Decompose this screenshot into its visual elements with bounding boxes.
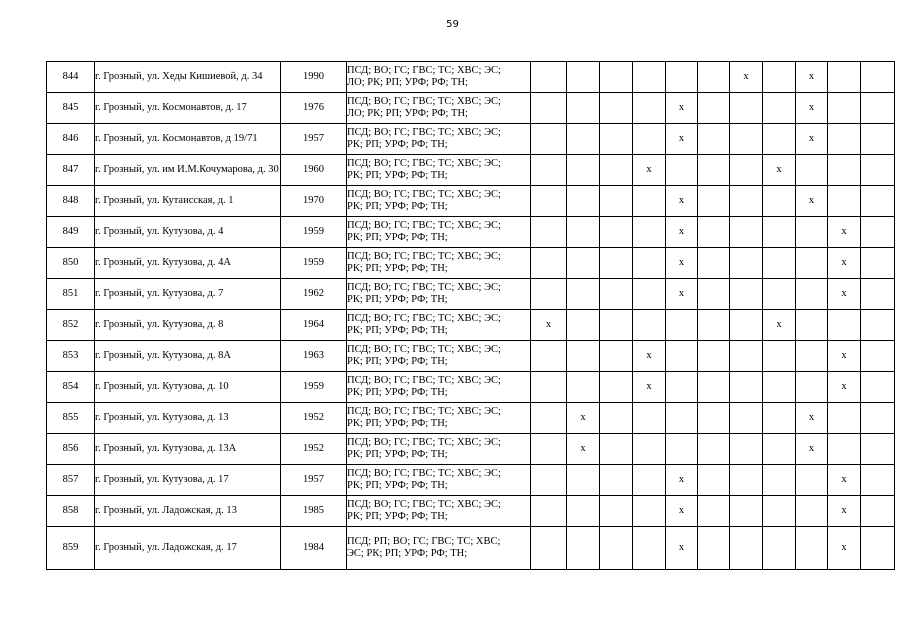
- systems-cell: [347, 248, 531, 279]
- mark-cell: [730, 527, 763, 570]
- systems-cell: [347, 403, 531, 434]
- mark-cell: х: [796, 124, 828, 155]
- systems-cell: [347, 310, 531, 341]
- systems-line: ЛО; РК; РП; УРФ; РФ; ТН;: [347, 108, 468, 119]
- mark-cell: х: [633, 372, 666, 403]
- mark-cell: х: [730, 62, 763, 93]
- systems-line: ЛО; РК; РП; УРФ; РФ; ТН;: [347, 77, 468, 88]
- address-cell: г. Грозный, ул. Ладожская, д. 13: [95, 496, 281, 527]
- mark-cell: [698, 310, 730, 341]
- mark-cell: [698, 248, 730, 279]
- mark-cell: [861, 310, 895, 341]
- row-number: 847: [47, 155, 95, 186]
- mark-cell: [730, 341, 763, 372]
- mark-cell: х: [828, 465, 861, 496]
- mark-cell: [600, 155, 633, 186]
- mark-cell: [828, 124, 861, 155]
- mark-cell: [763, 186, 796, 217]
- mark-cell: [531, 186, 567, 217]
- mark-cell: [730, 496, 763, 527]
- table-row: [47, 310, 895, 341]
- mark-cell: [633, 496, 666, 527]
- row-number: 854: [47, 372, 95, 403]
- mark-cell: [600, 310, 633, 341]
- mark-cell: х: [666, 93, 698, 124]
- mark-cell: [531, 403, 567, 434]
- systems-line: ЭС; РК; РП; УРФ; РФ; ТН;: [347, 548, 468, 559]
- mark-cell: [666, 372, 698, 403]
- systems-cell: [347, 217, 531, 248]
- systems-line: РК; РП; УРФ; РФ; ТН;: [347, 387, 448, 398]
- mark-cell: [531, 527, 567, 570]
- year-cell: 1964: [281, 310, 347, 341]
- mark-cell: [828, 434, 861, 465]
- year-cell: 1984: [281, 527, 347, 570]
- year-cell: 1963: [281, 341, 347, 372]
- address-cell: г. Грозный, ул. Космонавтов, д. 17: [95, 93, 281, 124]
- systems-cell: [347, 186, 531, 217]
- mark-cell: х: [666, 124, 698, 155]
- mark-cell: [763, 527, 796, 570]
- mark-cell: х: [763, 310, 796, 341]
- mark-cell: [600, 217, 633, 248]
- year-cell: 1959: [281, 372, 347, 403]
- year-cell: 1959: [281, 217, 347, 248]
- mark-cell: [730, 310, 763, 341]
- mark-cell: [567, 62, 600, 93]
- systems-cell: [347, 527, 531, 570]
- mark-cell: [531, 248, 567, 279]
- mark-cell: [861, 62, 895, 93]
- mark-cell: х: [796, 186, 828, 217]
- mark-cell: х: [666, 248, 698, 279]
- row-number: 857: [47, 465, 95, 496]
- mark-cell: [796, 372, 828, 403]
- systems-line: РК; РП; УРФ; РФ; ТН;: [347, 511, 448, 522]
- systems-line: РК; РП; УРФ; РФ; ТН;: [347, 201, 448, 212]
- mark-cell: [861, 465, 895, 496]
- mark-cell: [763, 62, 796, 93]
- mark-cell: [567, 527, 600, 570]
- mark-cell: [531, 124, 567, 155]
- mark-cell: [763, 93, 796, 124]
- year-cell: 1957: [281, 465, 347, 496]
- systems-line: ПСД; ВО; ГС; ГВС; ТС; ХВС; ЭС;: [347, 220, 501, 231]
- row-number: 848: [47, 186, 95, 217]
- mark-cell: [531, 93, 567, 124]
- table-row: [47, 155, 895, 186]
- mark-cell: х: [828, 217, 861, 248]
- systems-line: РК; РП; УРФ; РФ; ТН;: [347, 263, 448, 274]
- mark-cell: [763, 124, 796, 155]
- mark-cell: [567, 186, 600, 217]
- mark-cell: [600, 496, 633, 527]
- mark-cell: [600, 341, 633, 372]
- mark-cell: [698, 62, 730, 93]
- mark-cell: [730, 124, 763, 155]
- mark-cell: [633, 217, 666, 248]
- mark-cell: [796, 248, 828, 279]
- mark-cell: [698, 372, 730, 403]
- year-cell: 1990: [281, 62, 347, 93]
- mark-cell: [796, 527, 828, 570]
- systems-line: РК; РП; УРФ; РФ; ТН;: [347, 294, 448, 305]
- year-cell: 1952: [281, 434, 347, 465]
- mark-cell: х: [828, 527, 861, 570]
- year-cell: 1976: [281, 93, 347, 124]
- mark-cell: [531, 155, 567, 186]
- mark-cell: [666, 310, 698, 341]
- systems-line: ПСД; ВО; ГС; ГВС; ТС; ХВС; ЭС;: [347, 65, 501, 76]
- mark-cell: [796, 310, 828, 341]
- year-cell: 1970: [281, 186, 347, 217]
- row-number: 855: [47, 403, 95, 434]
- mark-cell: х: [531, 310, 567, 341]
- mark-cell: х: [796, 434, 828, 465]
- mark-cell: х: [828, 372, 861, 403]
- year-cell: 1957: [281, 124, 347, 155]
- mark-cell: [666, 62, 698, 93]
- mark-cell: [796, 279, 828, 310]
- year-cell: 1960: [281, 155, 347, 186]
- table-row: [47, 372, 895, 403]
- mark-cell: [531, 372, 567, 403]
- systems-cell: [347, 124, 531, 155]
- year-cell: 1985: [281, 496, 347, 527]
- mark-cell: [861, 527, 895, 570]
- address-cell: г. Грозный, ул. Кутузова, д. 13: [95, 403, 281, 434]
- systems-line: РК; РП; УРФ; РФ; ТН;: [347, 480, 448, 491]
- systems-line: РК; РП; УРФ; РФ; ТН;: [347, 325, 448, 336]
- mark-cell: [633, 93, 666, 124]
- mark-cell: [698, 186, 730, 217]
- mark-cell: х: [828, 279, 861, 310]
- mark-cell: х: [633, 155, 666, 186]
- mark-cell: [698, 93, 730, 124]
- mark-cell: [567, 124, 600, 155]
- systems-line: ПСД; ВО; ГС; ГВС; ТС; ХВС; ЭС;: [347, 127, 501, 138]
- mark-cell: х: [828, 496, 861, 527]
- row-number: 853: [47, 341, 95, 372]
- systems-line: РК; РП; УРФ; РФ; ТН;: [347, 232, 448, 243]
- row-number: 859: [47, 527, 95, 570]
- year-cell: 1959: [281, 248, 347, 279]
- address-cell: г. Грозный, ул. Кутузова, д. 7: [95, 279, 281, 310]
- mark-cell: х: [666, 217, 698, 248]
- systems-line: ПСД; ВО; ГС; ГВС; ТС; ХВС; ЭС;: [347, 437, 501, 448]
- mark-cell: [730, 186, 763, 217]
- mark-cell: [698, 434, 730, 465]
- mark-cell: [796, 155, 828, 186]
- mark-cell: [666, 155, 698, 186]
- row-number: 852: [47, 310, 95, 341]
- mark-cell: [600, 62, 633, 93]
- mark-cell: [567, 248, 600, 279]
- mark-cell: [730, 155, 763, 186]
- mark-cell: [763, 279, 796, 310]
- mark-cell: [600, 124, 633, 155]
- mark-cell: х: [828, 341, 861, 372]
- mark-cell: [600, 248, 633, 279]
- mark-cell: [531, 62, 567, 93]
- mark-cell: [730, 217, 763, 248]
- address-cell: г. Грозный, ул. Кутузова, д. 4: [95, 217, 281, 248]
- table-row: [47, 465, 895, 496]
- address-cell: г. Грозный, ул. Кутузова, д. 8: [95, 310, 281, 341]
- mark-cell: [763, 434, 796, 465]
- address-cell: г. Грозный, ул. Космонавтов, д 19/71: [95, 124, 281, 155]
- mark-cell: х: [666, 465, 698, 496]
- mark-cell: [730, 248, 763, 279]
- mark-cell: [633, 310, 666, 341]
- mark-cell: [861, 124, 895, 155]
- mark-cell: [567, 279, 600, 310]
- table-row: [47, 341, 895, 372]
- systems-line: ПСД; ВО; ГС; ГВС; ТС; ХВС; ЭС;: [347, 344, 501, 355]
- mark-cell: [861, 372, 895, 403]
- mark-cell: [698, 465, 730, 496]
- mark-cell: х: [763, 155, 796, 186]
- mark-cell: [861, 403, 895, 434]
- mark-cell: х: [796, 403, 828, 434]
- address-cell: г. Грозный, ул. им И.М.Кочумарова, д. 30: [95, 155, 281, 186]
- mark-cell: [633, 403, 666, 434]
- row-number: 846: [47, 124, 95, 155]
- mark-cell: [861, 186, 895, 217]
- systems-cell: [347, 279, 531, 310]
- mark-cell: [861, 248, 895, 279]
- mark-cell: [600, 372, 633, 403]
- mark-cell: [633, 62, 666, 93]
- mark-cell: х: [633, 341, 666, 372]
- systems-line: ПСД; ВО; ГС; ГВС; ТС; ХВС; ЭС;: [347, 189, 501, 200]
- table-row: [47, 186, 895, 217]
- systems-line: ПСД; РП; ВО; ГС; ГВС; ТС; ХВС;: [347, 536, 501, 547]
- mark-cell: [600, 279, 633, 310]
- mark-cell: [763, 341, 796, 372]
- mark-cell: [763, 372, 796, 403]
- mark-cell: [698, 155, 730, 186]
- mark-cell: х: [666, 186, 698, 217]
- mark-cell: [861, 496, 895, 527]
- row-number: 845: [47, 93, 95, 124]
- mark-cell: [763, 403, 796, 434]
- mark-cell: х: [796, 62, 828, 93]
- mark-cell: [861, 341, 895, 372]
- mark-cell: [796, 496, 828, 527]
- mark-cell: [567, 217, 600, 248]
- mark-cell: [698, 279, 730, 310]
- table-row: [47, 527, 895, 570]
- mark-cell: [633, 465, 666, 496]
- mark-cell: [796, 465, 828, 496]
- mark-cell: [567, 341, 600, 372]
- mark-cell: [531, 217, 567, 248]
- row-number: 851: [47, 279, 95, 310]
- row-number: 856: [47, 434, 95, 465]
- row-number: 849: [47, 217, 95, 248]
- mark-cell: [531, 496, 567, 527]
- housing-register-table: [46, 61, 895, 570]
- mark-cell: [861, 279, 895, 310]
- mark-cell: [730, 434, 763, 465]
- systems-cell: [347, 496, 531, 527]
- mark-cell: [698, 341, 730, 372]
- mark-cell: [600, 465, 633, 496]
- address-cell: г. Грозный, ул. Кутузова, д. 17: [95, 465, 281, 496]
- mark-cell: [567, 496, 600, 527]
- mark-cell: [633, 186, 666, 217]
- mark-cell: [633, 124, 666, 155]
- row-number: 844: [47, 62, 95, 93]
- page-number: 59: [446, 19, 459, 30]
- systems-cell: [347, 62, 531, 93]
- mark-cell: [730, 372, 763, 403]
- systems-line: ПСД; ВО; ГС; ГВС; ТС; ХВС; ЭС;: [347, 499, 501, 510]
- table-row: [47, 403, 895, 434]
- mark-cell: [828, 155, 861, 186]
- mark-cell: х: [567, 403, 600, 434]
- row-number: 850: [47, 248, 95, 279]
- mark-cell: х: [666, 527, 698, 570]
- systems-line: РК; РП; УРФ; РФ; ТН;: [347, 170, 448, 181]
- mark-cell: [567, 93, 600, 124]
- address-cell: г. Грозный, ул. Ладожская, д. 17: [95, 527, 281, 570]
- mark-cell: [861, 434, 895, 465]
- systems-line: ПСД; ВО; ГС; ГВС; ТС; ХВС; ЭС;: [347, 251, 501, 262]
- mark-cell: [633, 279, 666, 310]
- address-cell: г. Грозный, ул. Кутузова, д. 13А: [95, 434, 281, 465]
- systems-cell: [347, 434, 531, 465]
- year-cell: 1962: [281, 279, 347, 310]
- table-row: [47, 124, 895, 155]
- mark-cell: [698, 527, 730, 570]
- mark-cell: [828, 186, 861, 217]
- mark-cell: [796, 217, 828, 248]
- systems-cell: [347, 93, 531, 124]
- address-cell: г. Грозный, ул. Кутузова, д. 4А: [95, 248, 281, 279]
- systems-cell: [347, 372, 531, 403]
- mark-cell: х: [828, 248, 861, 279]
- table-body: [47, 62, 895, 570]
- table-row: [47, 434, 895, 465]
- mark-cell: [828, 310, 861, 341]
- systems-line: РК; РП; УРФ; РФ; ТН;: [347, 418, 448, 429]
- systems-line: ПСД; ВО; ГС; ГВС; ТС; ХВС; ЭС;: [347, 158, 501, 169]
- table-row: [47, 217, 895, 248]
- table-row: [47, 93, 895, 124]
- systems-line: РК; РП; УРФ; РФ; ТН;: [347, 449, 448, 460]
- table-row: [47, 279, 895, 310]
- mark-cell: [633, 248, 666, 279]
- mark-cell: [861, 155, 895, 186]
- mark-cell: [828, 62, 861, 93]
- mark-cell: [730, 93, 763, 124]
- mark-cell: [730, 403, 763, 434]
- mark-cell: [666, 434, 698, 465]
- mark-cell: [730, 279, 763, 310]
- mark-cell: [828, 93, 861, 124]
- mark-cell: [531, 279, 567, 310]
- mark-cell: х: [666, 496, 698, 527]
- mark-cell: [828, 403, 861, 434]
- mark-cell: [600, 434, 633, 465]
- year-cell: 1952: [281, 403, 347, 434]
- mark-cell: [730, 465, 763, 496]
- systems-line: ПСД; ВО; ГС; ГВС; ТС; ХВС; ЭС;: [347, 375, 501, 386]
- mark-cell: х: [796, 93, 828, 124]
- systems-line: РК; РП; УРФ; РФ; ТН;: [347, 139, 448, 150]
- mark-cell: [861, 217, 895, 248]
- mark-cell: [567, 155, 600, 186]
- mark-cell: [600, 403, 633, 434]
- mark-cell: [666, 403, 698, 434]
- mark-cell: [796, 341, 828, 372]
- mark-cell: х: [666, 279, 698, 310]
- systems-cell: [347, 341, 531, 372]
- mark-cell: [861, 93, 895, 124]
- mark-cell: [600, 93, 633, 124]
- mark-cell: [698, 124, 730, 155]
- mark-cell: х: [567, 434, 600, 465]
- mark-cell: [531, 465, 567, 496]
- mark-cell: [531, 341, 567, 372]
- mark-cell: [763, 496, 796, 527]
- address-cell: г. Грозный, ул. Кутузова, д. 8А: [95, 341, 281, 372]
- row-number: 858: [47, 496, 95, 527]
- table-row: [47, 62, 895, 93]
- mark-cell: [567, 372, 600, 403]
- mark-cell: [763, 465, 796, 496]
- address-cell: г. Грозный, ул. Хеды Кишиевой, д. 34: [95, 62, 281, 93]
- mark-cell: [633, 527, 666, 570]
- mark-cell: [763, 248, 796, 279]
- mark-cell: [763, 217, 796, 248]
- mark-cell: [567, 465, 600, 496]
- mark-cell: [600, 186, 633, 217]
- table-row: [47, 248, 895, 279]
- mark-cell: [698, 496, 730, 527]
- systems-cell: [347, 465, 531, 496]
- mark-cell: [600, 527, 633, 570]
- mark-cell: [531, 434, 567, 465]
- mark-cell: [633, 434, 666, 465]
- address-cell: г. Грозный, ул. Кутузова, д. 10: [95, 372, 281, 403]
- systems-line: РК; РП; УРФ; РФ; ТН;: [347, 356, 448, 367]
- systems-line: ПСД; ВО; ГС; ГВС; ТС; ХВС; ЭС;: [347, 313, 501, 324]
- address-cell: г. Грозный, ул. Кутаисская, д. 1: [95, 186, 281, 217]
- table-row: [47, 496, 895, 527]
- mark-cell: [567, 310, 600, 341]
- mark-cell: [666, 341, 698, 372]
- systems-line: ПСД; ВО; ГС; ГВС; ТС; ХВС; ЭС;: [347, 468, 501, 479]
- mark-cell: [698, 217, 730, 248]
- systems-line: ПСД; ВО; ГС; ГВС; ТС; ХВС; ЭС;: [347, 406, 501, 417]
- systems-line: ПСД; ВО; ГС; ГВС; ТС; ХВС; ЭС;: [347, 96, 501, 107]
- mark-cell: [698, 403, 730, 434]
- systems-line: ПСД; ВО; ГС; ГВС; ТС; ХВС; ЭС;: [347, 282, 501, 293]
- systems-cell: [347, 155, 531, 186]
